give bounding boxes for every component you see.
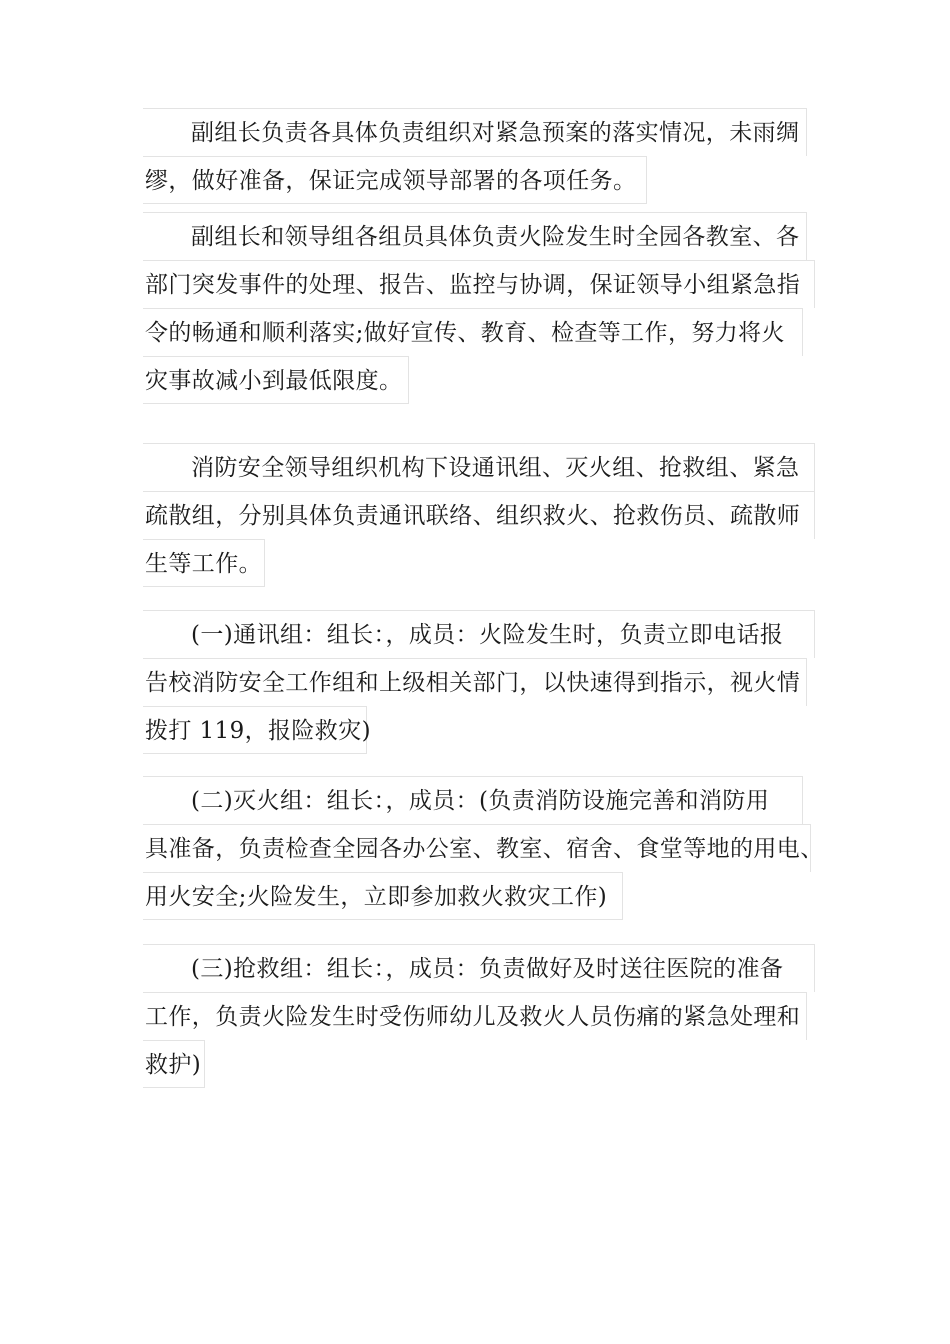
paragraph-line: 副组长负责各具体负责组织对紧急预案的落实情况，未雨绸	[143, 108, 807, 156]
paragraph-line: 用火安全;火险发生，立即参加救火救灾工作)	[143, 872, 623, 920]
paragraph-line: (一)通讯组：组长：，成员：火险发生时，负责立即电话报	[143, 610, 815, 658]
paragraph-line: 救护)	[143, 1040, 205, 1088]
paragraph-line: 令的畅通和顺利落实;做好宣传、教育、检查等工作，努力将火	[143, 308, 803, 356]
paragraph-rescue-group	[143, 944, 815, 1088]
paragraph-firefighting-group	[143, 776, 824, 920]
paragraph-line: 具准备，负责检查全园各办公室、教室、宿舍、食堂等地的用电、	[143, 824, 811, 872]
paragraph-team-member-duties	[143, 212, 815, 404]
paragraph-line: 工作，负责火险发生时受伤师幼儿及救火人员伤痛的紧急处理和	[143, 992, 807, 1040]
paragraph-communication-group	[143, 610, 815, 754]
paragraph-line: 副组长和领导组各组员具体负责火险发生时全园各教室、各	[143, 212, 807, 260]
paragraph-line: 拨打 119，报险救灾)	[143, 706, 367, 754]
paragraph-line: 消防安全领导组织机构下设通讯组、灭火组、抢救组、紧急	[143, 443, 815, 491]
paragraph-line: (三)抢救组：组长：，成员：负责做好及时送往医院的准备	[143, 944, 815, 992]
paragraph-line: 缪，做好准备，保证完成领导部署的各项任务。	[143, 156, 647, 204]
paragraph-line: 灾事故减小到最低限度。	[143, 356, 409, 404]
paragraph-line: 生等工作。	[143, 539, 265, 587]
paragraph-organization-structure	[143, 443, 815, 587]
paragraph-line: 部门突发事件的处理、报告、监控与协调，保证领导小组紧急指	[143, 260, 815, 308]
paragraph-line: 告校消防安全工作组和上级相关部门，以快速得到指示，视火情	[143, 658, 807, 706]
paragraph-line: 疏散组，分别具体负责通讯联络、组织救火、抢救伤员、疏散师	[143, 491, 815, 539]
paragraph-line: (二)灭火组：组长：，成员：(负责消防设施完善和消防用	[143, 776, 803, 824]
paragraph-deputy-leader-duties	[143, 108, 807, 204]
